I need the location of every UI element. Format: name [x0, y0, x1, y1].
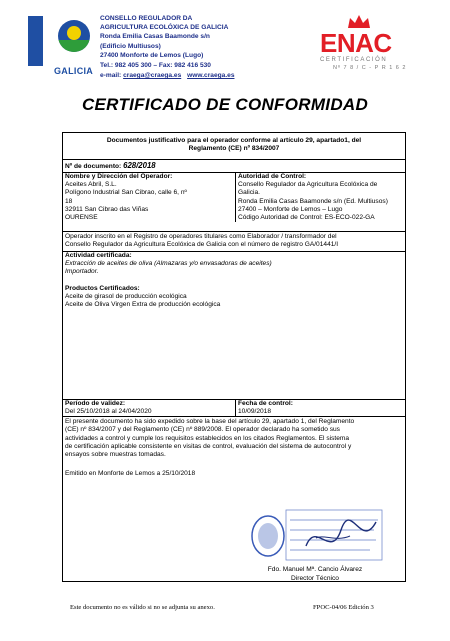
authority-line: Ronda Emilia Casas Baamonde s/n (Ed. Multiusos)	[238, 197, 388, 205]
authority-line: 27400 – Monforte de Lemos – Lugo	[238, 205, 343, 213]
operator-address	[65, 181, 231, 222]
footer-note: Este documento no es válido si no se adjunta su anexo.	[70, 604, 215, 611]
validity-label: Período de validez:	[65, 400, 126, 407]
operator-label: Nombre y Dirección del Operador:	[65, 173, 173, 180]
authority-label: Autoridad de Control:	[238, 173, 307, 180]
signer-role: Director Técnico	[291, 574, 339, 582]
org-address-line-1: Ronda Emilia Casas Baamonde s/n	[100, 33, 210, 40]
statement-line: (CE) nº 834/2007 y del Reglamento (CE) nº 889/2008. El operador declarado ha sometido sus	[65, 426, 340, 434]
org-address-line-2: (Edificio Multiusos)	[100, 43, 161, 50]
sun-icon	[67, 26, 81, 40]
org-name-line-1: CONSELLO REGULADOR DA	[100, 15, 193, 22]
official-stamp-icon	[246, 500, 396, 570]
field-icon	[58, 40, 90, 52]
authority-line: Consello Regulador da Agricultura Ecolóxica de	[238, 181, 378, 188]
logo-galicia-text: GALICIA	[54, 66, 94, 76]
signature-block	[240, 566, 390, 583]
operator-line: Aceites Abril, S.L.	[65, 181, 117, 188]
doc-number-value: 628/2018	[123, 161, 156, 170]
divider	[235, 172, 236, 222]
enac-certification-text: CERTIFICACIÓN	[320, 57, 388, 63]
doc-number-row	[65, 162, 156, 171]
operator-line: 32911 San Cibrao das Viñas	[65, 205, 149, 213]
org-contact-row	[100, 72, 234, 79]
product-item: Aceite de Oliva Virgen Extra de producción ecológica	[65, 301, 221, 308]
org-name-line-2: AGRICULTURA ECOLÓXICA DE GALICIA	[100, 24, 229, 31]
activity-line: Importador.	[65, 268, 99, 275]
operator-line: Polígono Industrial San Cibrao, calle 6, nº	[65, 189, 187, 197]
org-phone-line: Tel.: 982 405 300 – Fax: 982 416 530	[100, 62, 211, 69]
register-line: Consello Regulador da Agricultura Ecolóxica de Galicia con el número de registro GA/01441/I	[65, 241, 339, 249]
org-address-line-3: 27400 Monforte de Lemos (Lugo)	[100, 52, 204, 59]
craega-logo-stripe	[42, 16, 55, 66]
craega-logo-bar	[28, 16, 42, 66]
control-date-label: Fecha de control:	[238, 400, 293, 407]
divider	[63, 231, 405, 232]
email-link[interactable]: craega@craega.es	[123, 72, 182, 79]
legal-statement	[65, 418, 405, 459]
statement-line: ensayos sobre muestras tomadas.	[65, 451, 166, 459]
register-line: Operador inscrito en el Registro de operadores titulares como Elaborador / transformador del	[65, 233, 337, 240]
enac-logo-text: ENAC	[320, 28, 392, 58]
authority-address	[238, 181, 404, 222]
issued-place-date: Emitido en Monforte de Lemos a 25/10/2018	[65, 470, 196, 477]
doc-number-label: Nº de documento:	[65, 163, 122, 170]
email-label: e-mail:	[100, 72, 122, 79]
enac-accreditation-number: Nº 7 8 / C - P R 1 6 2	[333, 65, 407, 71]
website-link[interactable]: www.craega.es	[187, 72, 235, 79]
product-item: Aceite de girasol de producción ecológica	[65, 293, 187, 300]
divider	[235, 399, 236, 416]
divider	[63, 416, 405, 417]
divider	[63, 159, 405, 160]
operator-line: OURENSE	[65, 214, 98, 222]
authority-line: Galicia.	[238, 189, 260, 197]
statement-line: de certificación aplicable consistente en visitas de control, evaluación del sistema de autocontrol y	[65, 442, 352, 450]
footer-form-code: FPOC-04/06 Edición 3	[313, 604, 374, 611]
activity-line: Extracción de aceites de oliva (Almazaras y/o envasadoras de aceites)	[65, 260, 272, 267]
signer-name: Fdo. Manuel Mª. Cancio Álvarez	[267, 566, 363, 573]
products-label: Productos Certificados:	[65, 285, 140, 292]
authority-line: Código Autoridad de Control: ES-ECO-022-GA	[238, 214, 375, 222]
craega-logo-emblem	[58, 20, 90, 52]
statement-line: actividades a control y cumple los requisitos establecidos en los citados Reglamentos. El sistema	[65, 434, 350, 442]
statement-line: El presente documento ha sido expedido sobre la base del artículo 29, apartado 1, del Reglamento	[65, 418, 355, 425]
certificate-heading-line-1: Documentos justificativo para el operador conforme al artículo 29, apartado1, del	[106, 137, 362, 144]
page-title: CERTIFICADO DE CONFORMIDAD	[81, 95, 369, 114]
register-statement	[65, 233, 405, 250]
validity-value: Del 25/10/2018 al 24/04/2020	[65, 408, 152, 415]
activity-label: Actividad certificada:	[65, 252, 132, 259]
control-date-value: 10/09/2018	[238, 408, 272, 415]
operator-line: 18	[65, 197, 73, 205]
certificate-heading-line-2: Reglamento (CE) nº 834/2007	[188, 145, 280, 152]
